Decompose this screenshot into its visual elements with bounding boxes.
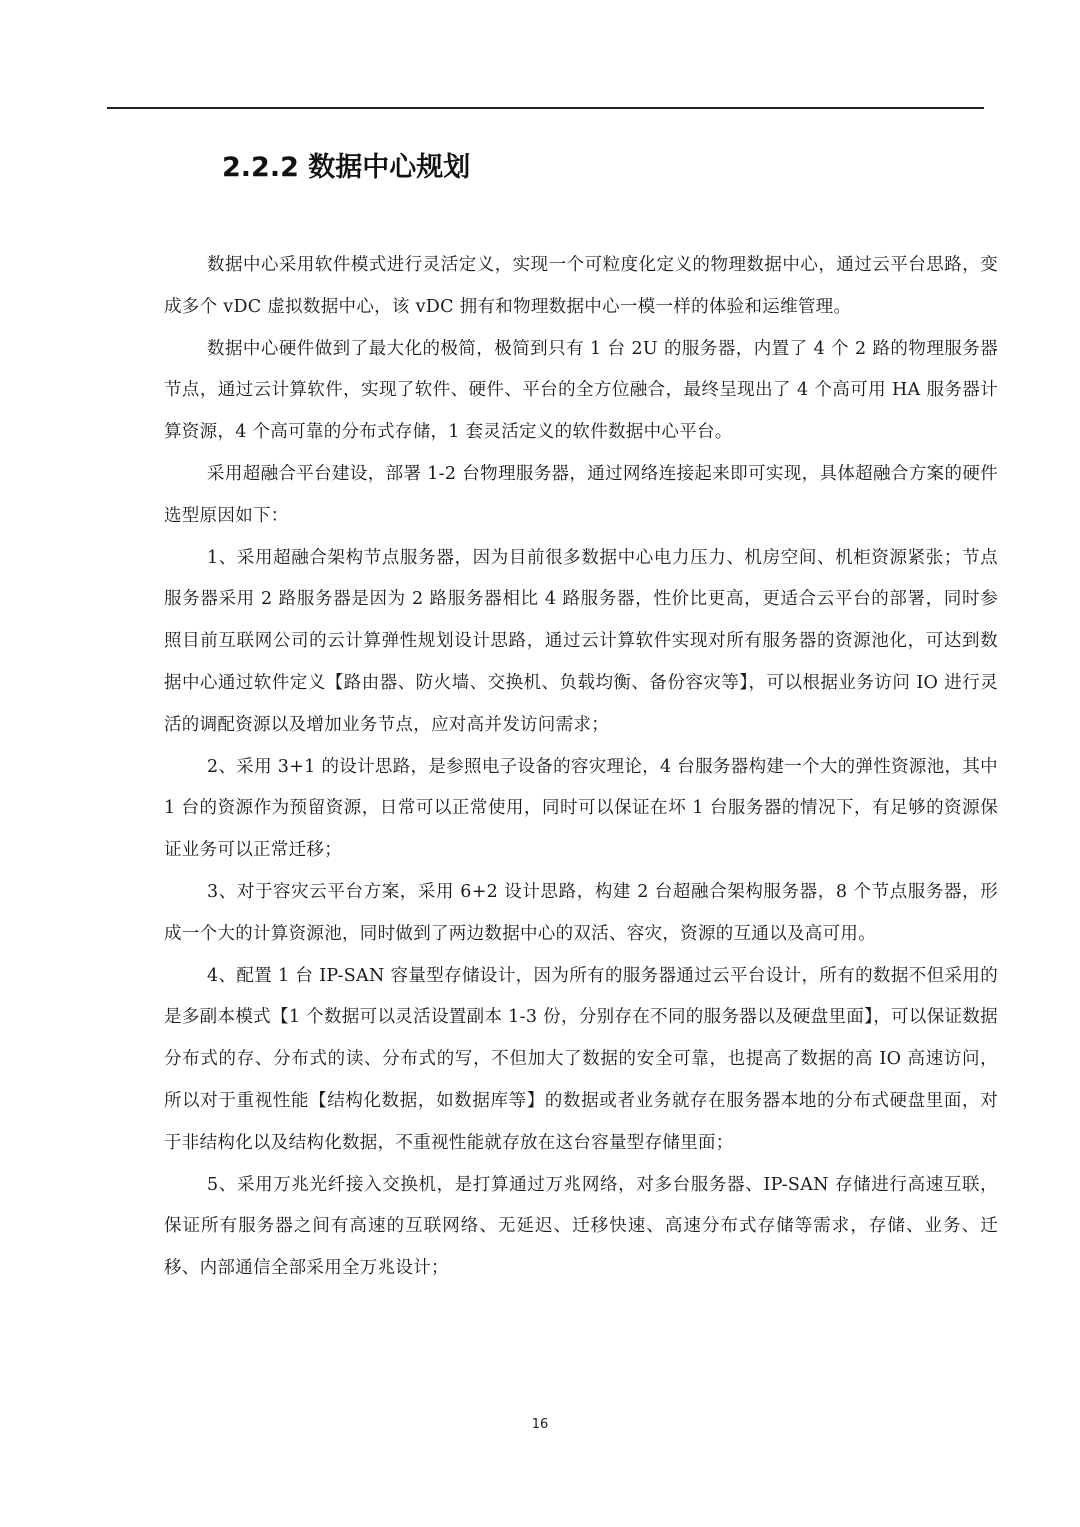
paragraph-sdc-overview: 数据中心采用软件模式进行灵活定义，实现一个可粒度化定义的物理数据中心，通过云平台思路，变成多个 vDC 虚拟数据中心，该 vDC 拥有和物理数据中心一模一样的体验和运维管理。 bbox=[164, 255, 998, 317]
paragraph-reason-1: 1、采用超融合架构节点服务器，因为目前很多数据中心电力压力、机房空间、机柜资源紧张；节点服务器采用 2 路服务器是因为 2 路服务器相比 4 路服务器，性价比更高，更适合云平台的部署，同时参照目前互联网公司的云计算弹性规划设计思路，通过云计算软件实现对所有服务器的资源池化，可达到数据中心通过软件定义【路由器、防火墙、交换机、负载均衡、备份容灾等】，可以根据业务访问 IO 进行灵活的调配资源以及增加业务节点，应对高并发访问需求； bbox=[164, 547, 998, 735]
header-rule bbox=[107, 107, 984, 109]
paragraph-hardware: 数据中心硬件做到了最大化的极简，极简到只有 1 台 2U 的服务器，内置了 4 个 2 路的物理服务器节点，通过云计算软件，实现了软件、硬件、平台的全方位融合，最终呈现出了 4 个高可用 HA 服务器计算资源，4 个高可靠的分布式存储，1 套灵活定义的软件数据中心平台。 bbox=[164, 338, 998, 443]
paragraph-reason-3: 3、对于容灾云平台方案，采用 6+2 设计思路，构建 2 台超融合架构服务器，8 个节点服务器，形成一个大的计算资源池，同时做到了两边数据中心的双活、容灾，资源的互通以及高可用。 bbox=[164, 881, 998, 944]
section-heading: 2.2.2 数据中心规划 bbox=[222, 152, 471, 183]
paragraph-hci-intro: 采用超融合平台建设，部署 1-2 台物理服务器，通过网络连接起来即可实现，具体超融合方案的硬件选型原因如下： bbox=[164, 463, 998, 526]
body-text bbox=[164, 245, 998, 1290]
page-number: 16 bbox=[531, 1417, 549, 1432]
paragraph-reason-2: 2、采用 3+1 的设计思路，是参照电子设备的容灾理论，4 台服务器构建一个大的弹性资源池，其中 1 台的资源作为预留资源，日常可以正常使用，同时可以保证在坏 1 台服务器的情况下，有足够的资源保证业务可以正常迁移； bbox=[164, 756, 998, 861]
paragraph-reason-4: 4、配置 1 台 IP-SAN 容量型存储设计，因为所有的服务器通过云平台设计，所有的数据不但采用的是多副本模式【1 个数据可以灵活设置副本 1-3 份，分别存在不同的服务器以及硬盘里面】，可以保证数据分布式的存、分布式的读、分布式的写，不但加大了数据的安全可靠，也提高了数据的高 IO 高速访问，所以对于重视性能【结构化数据，如数据库等】的数据或者业务就存在服务器本地的分布式硬盘里面，对于非结构化以及结构化数据，不重视性能就存放在这台容量型存储里面； bbox=[164, 965, 998, 1153]
paragraph-reason-5: 5、采用万兆光纤接入交换机，是打算通过万兆网络，对多台服务器、IP-SAN 存储进行高速互联，保证所有服务器之间有高速的互联网络、无延迟、迁移快速、高速分布式存储等需求，存储、业务、迁移、内部通信全部采用全万兆设计； bbox=[164, 1174, 998, 1279]
